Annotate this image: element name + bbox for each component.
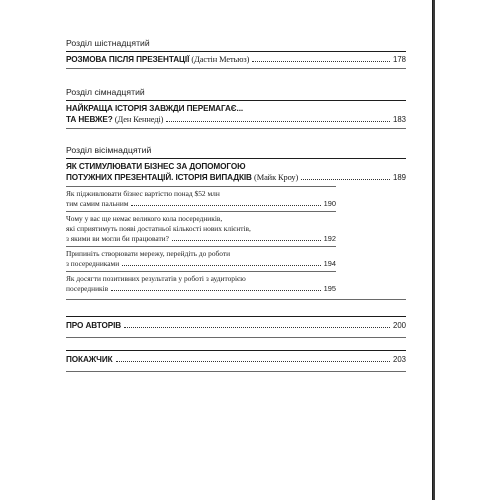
subsection-title-line: які сприятимуть появі достатньої кількості нових клієнтів, — [66, 224, 251, 233]
chapter-label: Розділ шістнадцятий — [66, 38, 150, 48]
leader-dots — [116, 361, 390, 362]
chapter-label: Розділ вісімнадцятий — [66, 145, 152, 155]
chapter-18 — [66, 145, 406, 300]
subsection-title-line: тим самим пальним — [66, 199, 129, 208]
chapter-title: ПОТУЖНИХ ПРЕЗЕНТАЦІЙ. ІСТОРІЯ ВИПАДКІВ (Майк Кроу) — [66, 173, 299, 182]
page-number: 183 — [392, 115, 406, 124]
leader-dots — [131, 205, 320, 206]
chapter-author: (Ден Кеннеді) — [114, 115, 164, 124]
subsection-entry[interactable] — [66, 246, 336, 269]
leader-dots — [122, 265, 320, 266]
subsection-title-line: Як досягти позитивних результатів у роботі з аудиторією — [66, 274, 246, 283]
chapter-entry[interactable] — [66, 316, 406, 331]
chapter-title-line: НАЙКРАЩА ІСТОРІЯ ЗАВЖДИ ПЕРЕМАГАЄ... — [66, 104, 244, 113]
leader-dots — [111, 290, 320, 291]
page-number: 200 — [392, 321, 406, 330]
chapter-16 — [66, 38, 406, 69]
leader-dots — [124, 327, 390, 328]
subsection-title-line: з якими ви могли би працювати? — [66, 234, 169, 243]
divider — [66, 68, 406, 69]
subsection-title-line: Як підживлювати бізнес вартістю понад $52 млн — [66, 189, 220, 198]
chapter-entry[interactable] — [66, 51, 406, 65]
index-section — [66, 350, 406, 372]
chapter-label: Розділ сімнадцятий — [66, 87, 145, 97]
leader-dots — [252, 61, 390, 62]
chapter-title: ТА НЕВЖЕ? (Ден Кеннеді) — [66, 115, 164, 124]
subsection-entry[interactable] — [66, 271, 336, 294]
leader-dots — [166, 121, 390, 122]
chapter-entry[interactable] — [66, 100, 406, 125]
chapter-author: (Дастін Метьюз) — [191, 55, 250, 64]
chapter-title-line: ЯК СТИМУЛЮВАТИ БІЗНЕС ЗА ДОПОМОГОЮ — [66, 162, 246, 171]
page-number: 203 — [392, 355, 406, 364]
divider — [66, 299, 406, 300]
chapter-title: ПОКАЖЧИК — [66, 355, 113, 364]
subsection-title-line: з посередниками — [66, 259, 120, 268]
divider — [66, 128, 406, 129]
chapter-title: ПРО АВТОРІВ — [66, 321, 122, 330]
page-number: 195 — [323, 284, 336, 293]
chapter-entry[interactable] — [66, 350, 406, 365]
leader-dots — [301, 179, 390, 180]
about-authors — [66, 316, 406, 338]
subsection-entry[interactable] — [66, 186, 336, 209]
chapter-title: РОЗМОВА ПІСЛЯ ПРЕЗЕНТАЦІЇ (Дастін Метьюз) — [66, 55, 250, 64]
chapter-entry[interactable] — [66, 158, 406, 183]
chapter-17 — [66, 87, 406, 129]
subsection-entry[interactable] — [66, 211, 336, 244]
divider — [66, 337, 406, 338]
subsection-list — [66, 186, 336, 294]
page-number: 194 — [323, 259, 336, 268]
chapter-author: (Майк Кроу) — [254, 173, 299, 182]
leader-dots — [172, 240, 321, 241]
subsection-title-line: Чому у вас ще немає великого кола посередників, — [66, 214, 223, 223]
page-number: 192 — [323, 234, 336, 243]
page-number: 189 — [392, 173, 406, 182]
divider — [66, 371, 406, 372]
subsection-title-line: посередників — [66, 284, 109, 293]
subsection-title-line: Припиніть створювати мережу, перейдіть до роботи — [66, 249, 231, 258]
page-number: 178 — [392, 55, 406, 64]
table-of-contents — [66, 38, 406, 372]
page-number: 190 — [323, 199, 336, 208]
